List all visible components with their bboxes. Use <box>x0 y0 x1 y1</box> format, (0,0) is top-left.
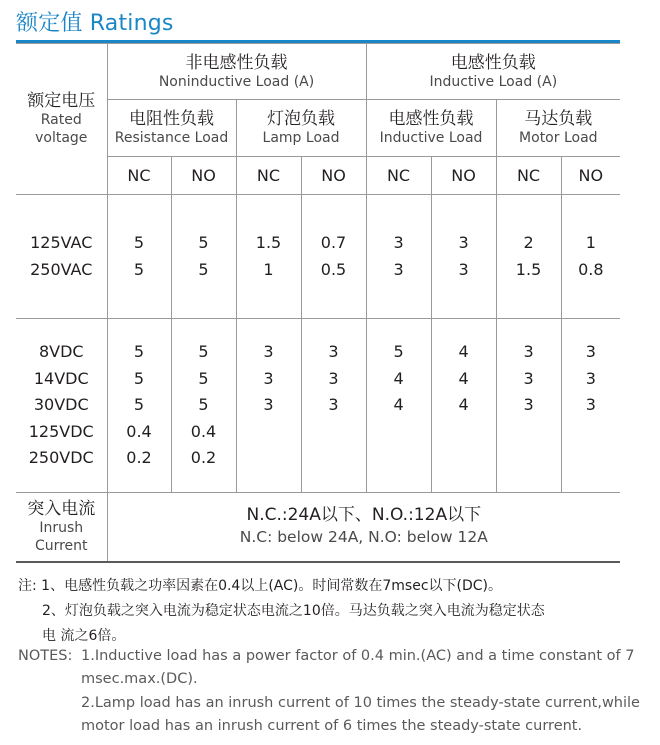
resistance-header <box>107 100 236 157</box>
rating-value: 3 <box>263 368 274 388</box>
rating-value: 0.7 <box>320 233 347 252</box>
ac-row <box>16 195 620 319</box>
rating-value: 5 <box>198 342 209 362</box>
rating-value <box>432 445 496 472</box>
ac-value-cell <box>366 195 431 319</box>
voltage-label: 14VDC <box>33 368 89 388</box>
contact-header: NO <box>171 157 236 195</box>
rating-value: 0.2 <box>190 448 217 468</box>
rated-voltage-cn: 额定电压 <box>27 91 96 111</box>
dc-value-cell <box>431 319 496 493</box>
page-title: 额定值 Ratings <box>16 11 174 36</box>
rating-value <box>562 419 621 446</box>
rating-value: 2 <box>523 233 534 252</box>
rating-value: 5 <box>133 395 145 415</box>
header-row-groups <box>16 44 620 100</box>
ac-value-cell <box>496 195 561 319</box>
rating-value: 3 <box>458 259 469 279</box>
rating-value: 4 <box>458 395 469 415</box>
dc-value-cell <box>107 319 171 493</box>
inrush-value-en: N.C: below 24A, N.O: below 12A <box>239 528 488 547</box>
ac-value-cell <box>561 195 620 319</box>
resistance-en: Resistance Load <box>114 130 229 146</box>
rating-value: 0.4 <box>190 421 217 441</box>
ac-value-cell <box>107 195 171 319</box>
inrush-row <box>16 493 620 562</box>
rating-value: 3 <box>523 368 534 388</box>
ac-value-cell <box>236 195 301 319</box>
rating-value <box>432 419 496 446</box>
rated-voltage-en1: Rated <box>40 112 82 128</box>
rating-value: 4 <box>393 368 404 388</box>
contact-header: NC <box>236 157 301 195</box>
rating-value: 3 <box>585 368 596 388</box>
rating-value <box>237 419 301 446</box>
note-en-line: msec.max.(DC). <box>81 671 198 687</box>
rating-value <box>302 419 366 446</box>
dc-voltage-cell <box>16 319 107 493</box>
rating-value: 5 <box>133 368 145 388</box>
rated-voltage-header <box>16 44 107 195</box>
contact-header: NC <box>496 157 561 195</box>
dc-value-cell <box>301 319 366 493</box>
rating-value: 4 <box>458 368 469 388</box>
note-en-line: motor load has an inrush current of 6 times the steady-state current. <box>81 718 583 734</box>
voltage-label: 125VAC <box>30 233 93 252</box>
rating-value: 3 <box>585 395 596 415</box>
ac-value-cell <box>301 195 366 319</box>
rating-value: 3 <box>263 342 274 362</box>
motor-header <box>496 100 620 157</box>
noninductive-en: Noninductive Load (A) <box>158 73 315 90</box>
contact-header: NC <box>107 157 171 195</box>
voltage-label: 250VAC <box>30 259 93 279</box>
inrush-value-cn: N.C.:24A以下、N.O.:12A以下 <box>246 505 482 526</box>
lamp-cn: 灯泡负载 <box>267 109 336 129</box>
inductive-cn: 电感性负载 <box>388 109 474 129</box>
rating-value: 3 <box>585 342 596 362</box>
rating-value: 5 <box>198 259 209 279</box>
rating-value: 0.2 <box>126 448 152 468</box>
rating-value: 5 <box>198 368 209 388</box>
note-cn-line: 电 流之6倍。 <box>42 628 126 644</box>
rating-value: 3 <box>393 259 404 279</box>
rating-value: 4 <box>458 342 469 362</box>
rating-value <box>367 445 431 472</box>
inductive-header <box>366 100 496 157</box>
inrush-label-en1: Inrush <box>39 519 84 536</box>
dc-value-cell <box>561 319 620 493</box>
inrush-label-en2: Current <box>34 537 88 554</box>
rating-value: 5 <box>198 233 209 252</box>
rating-value: 5 <box>198 395 209 415</box>
lamp-header <box>236 100 366 157</box>
rating-value: 5 <box>133 342 145 362</box>
dc-value-cell <box>366 319 431 493</box>
rating-value: 5 <box>133 259 145 279</box>
inductive-group-cn: 电感性负载 <box>450 52 536 73</box>
rating-value: 0.8 <box>578 259 604 279</box>
rated-voltage-en2: voltage <box>35 130 88 146</box>
inrush-label-cell <box>16 493 107 562</box>
inrush-label-cn: 突入电流 <box>27 498 96 519</box>
voltage-label: 8VDC <box>38 342 84 362</box>
contact-header: NO <box>561 157 620 195</box>
ac-value-cell <box>431 195 496 319</box>
voltage-label: 30VDC <box>33 395 89 415</box>
ac-value-cell <box>171 195 236 319</box>
rating-value: 5 <box>393 342 404 362</box>
note-cn-line: 2、灯泡负载之突入电流为稳定状态电流之10倍。马达负载之突入电流为稳定状态 <box>42 603 545 619</box>
rating-value: 3 <box>523 342 534 362</box>
contact-header: NO <box>431 157 496 195</box>
rating-value: 4 <box>393 395 404 415</box>
resistance-cn: 电阻性负载 <box>129 109 214 129</box>
motor-cn: 马达负载 <box>524 109 593 129</box>
contact-header: NO <box>301 157 366 195</box>
noninductive-cn: 非电感性负载 <box>185 52 288 73</box>
rating-value <box>562 445 621 472</box>
dc-row <box>16 319 620 493</box>
rating-value <box>237 445 301 472</box>
header-row-contacts <box>16 157 620 195</box>
rating-value <box>497 419 561 446</box>
rating-value: 3 <box>393 233 404 252</box>
dc-value-cell <box>496 319 561 493</box>
inductive-group-header <box>366 44 620 100</box>
inductive-en: Inductive Load <box>379 130 483 146</box>
lamp-en: Lamp Load <box>262 130 340 146</box>
notes-en-label: NOTES: <box>18 648 73 664</box>
rating-value: 1.5 <box>515 259 542 279</box>
ac-voltage-cell <box>16 195 107 319</box>
rating-value: 3 <box>458 233 469 252</box>
voltage-label: 250VDC <box>28 448 94 468</box>
rating-value: 1.5 <box>255 233 282 252</box>
ratings-table <box>16 43 620 563</box>
rating-value: 0.5 <box>320 259 347 279</box>
rating-value: 3 <box>328 368 339 388</box>
motor-en: Motor Load <box>519 130 598 146</box>
dc-value-cell <box>236 319 301 493</box>
rating-value: 1 <box>585 233 596 252</box>
rating-value: 3 <box>263 395 274 415</box>
rating-value: 1 <box>263 259 274 279</box>
rating-value <box>497 445 561 472</box>
inductive-group-en: Inductive Load (A) <box>429 73 558 90</box>
note-en-line: 1.Inductive load has a power factor of 0.4 min.(AC) and a time constant of 7 <box>81 648 635 664</box>
rating-value: 3 <box>328 342 339 362</box>
header-row-loads <box>16 100 620 157</box>
noninductive-header <box>107 44 366 100</box>
rating-value: 0.4 <box>126 421 152 441</box>
dc-value-cell <box>171 319 236 493</box>
rating-value: 3 <box>328 395 339 415</box>
note-en-line: 2.Lamp load has an inrush current of 10 times the steady-state current,while <box>81 695 640 711</box>
note-cn-line: 注: 1、电感性负载之功率因素在0.4以上(AC)。时间常数在7msec以下(DC)。 <box>18 578 502 594</box>
rating-value: 3 <box>523 395 534 415</box>
inrush-value-cell <box>107 493 620 562</box>
rating-value <box>302 445 366 472</box>
rating-value <box>367 419 431 446</box>
rating-value: 5 <box>133 233 145 252</box>
contact-header: NC <box>366 157 431 195</box>
voltage-label: 125VDC <box>28 421 94 441</box>
